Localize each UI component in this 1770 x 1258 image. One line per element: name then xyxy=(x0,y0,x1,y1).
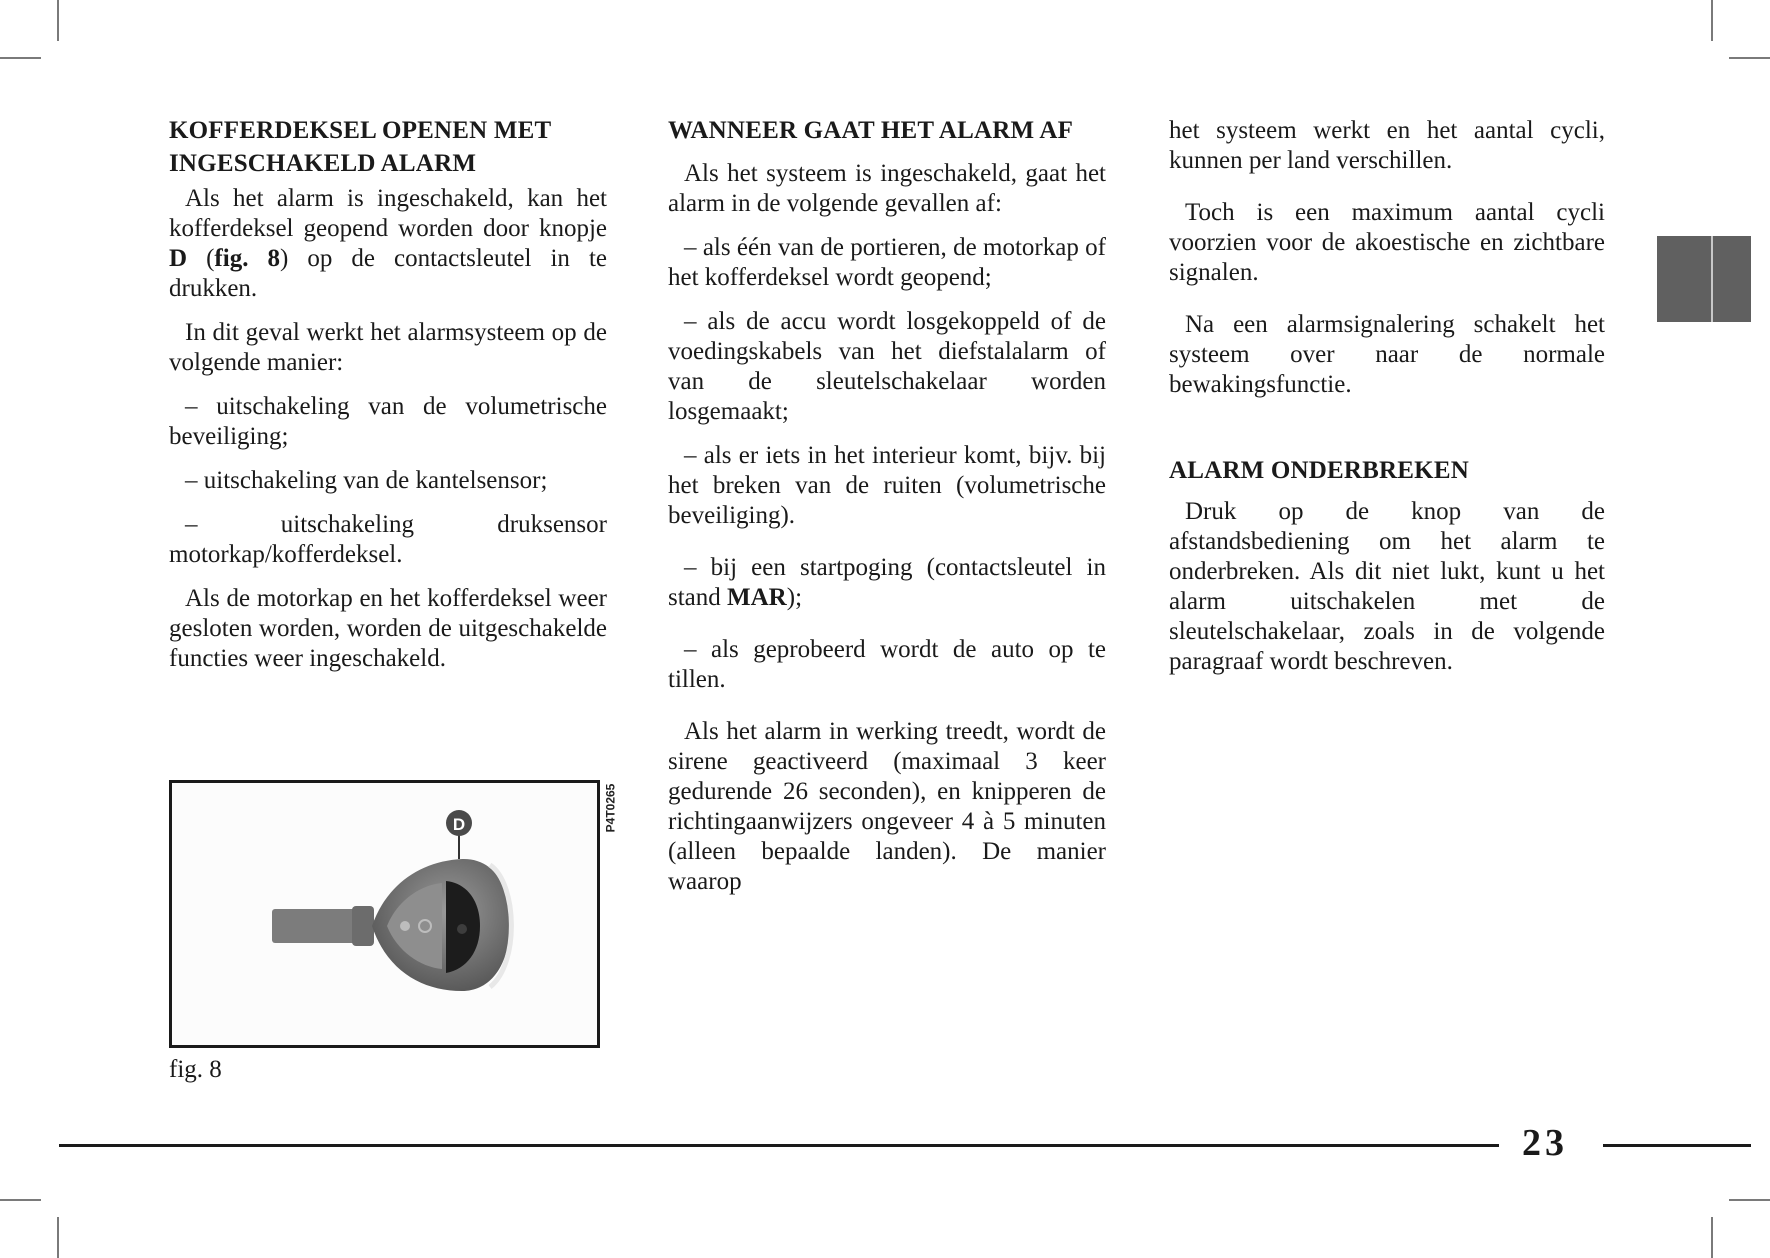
chapter-tab xyxy=(1657,236,1751,322)
paragraph: Als het alarm is ingeschakeld, kan het kofferdeksel geopend worden door knopje D (fig. 8) op de contactsleutel in te drukken. xyxy=(169,185,607,302)
column-1 xyxy=(169,114,607,688)
paragraph: Als het systeem is ingeschakeld, gaat het alarm in de volgende gevallen af: xyxy=(668,160,1106,217)
paragraph: Als het alarm in werking treedt, wordt de sirene geactiveerd (maximaal 3 keer gedurende 26 seconden), en knipperen de richtingaanwijzers ongeveer 4 à 5 minuten (alleen bepaalde landen). De manier waarop xyxy=(668,718,1106,895)
paragraph: Als de motorkap en het kofferdeksel weer gesloten worden, worden de uitgeschakelde functies weer ingeschakeld. xyxy=(169,585,607,672)
page-number: 23 xyxy=(1522,1122,1568,1164)
paragraph: Druk op de knop van de afstandsbediening om het alarm te onderbreken. Als dit niet lukt, kunt u het alarm uitschakelen met de sleutelschakelaar, zoals in de volgende paragraaf wordt beschreven. xyxy=(1169,498,1605,675)
chapter-tab-divider xyxy=(1711,236,1713,322)
crop-mark-tr-h xyxy=(1729,57,1770,59)
callout-label-d: D xyxy=(452,815,466,834)
list-item: – bij een startpoging (contactsleutel in stand MAR); xyxy=(668,554,1106,611)
figure-code: P4T0265 xyxy=(603,783,618,833)
list-item: – als geprobeerd wordt de auto op te tillen. xyxy=(668,636,1106,693)
paragraph: In dit geval werkt het alarmsysteem op de volgende manier: xyxy=(169,319,607,376)
section-heading-onderbreken: ALARM ONDERBREKEN xyxy=(1169,457,1469,484)
section-heading-kofferdeksel: KOFFERDEKSEL OPENEN MET INGESCHAKELD ALARM xyxy=(169,117,551,177)
figure-reference: fig. 8 xyxy=(214,245,280,272)
crop-mark-tr-v xyxy=(1711,0,1713,41)
footer-rule-right xyxy=(1603,1144,1751,1147)
list-item: – uitschakeling druksensor motorkap/kofferdeksel. xyxy=(169,511,607,568)
figure-8-image xyxy=(169,780,600,1048)
paragraph: Toch is een maximum aantal cycli voorzien voor de akoestische en zichtbare signalen. xyxy=(1169,199,1605,286)
list-item: – uitschakeling van de kantelsensor; xyxy=(185,467,548,494)
crop-mark-tl-h xyxy=(0,57,41,59)
figure-caption: fig. 8 xyxy=(169,1056,222,1083)
paragraph: Na een alarmsignalering schakelt het systeem over naar de normale bewakingsfunctie. xyxy=(1169,311,1605,398)
footer-rule-left xyxy=(59,1144,1499,1147)
list-item: – als één van de portieren, de motorkap of het kofferdeksel wordt geopend; xyxy=(668,234,1106,291)
crop-mark-br-h xyxy=(1729,1199,1770,1201)
car-key-icon xyxy=(172,783,597,1045)
column-3 xyxy=(1169,116,1605,691)
section-heading-wanneer: WANNEER GAAT HET ALARM AF xyxy=(668,117,1074,144)
crop-mark-bl-v xyxy=(57,1217,59,1258)
spacer xyxy=(1169,414,1605,454)
list-item: – als de accu wordt losgekoppeld of de voedingskabels van het diefstalalarm of van de sleutelschakelaar worden losgemaakt; xyxy=(668,308,1106,425)
crop-mark-tl-v xyxy=(57,0,59,41)
crop-mark-br-v xyxy=(1711,1217,1713,1258)
column-2 xyxy=(668,114,1106,911)
list-item: – als er iets in het interieur komt, bijv. bij het breken van de ruiten (volumetrische beveiliging). xyxy=(668,442,1106,529)
crop-mark-bl-h xyxy=(0,1199,41,1201)
list-item: – uitschakeling van de volumetrische beveiliging; xyxy=(169,393,607,450)
paragraph-continuation: het systeem werkt en het aantal cycli, kunnen per land verschillen. xyxy=(1169,117,1605,174)
